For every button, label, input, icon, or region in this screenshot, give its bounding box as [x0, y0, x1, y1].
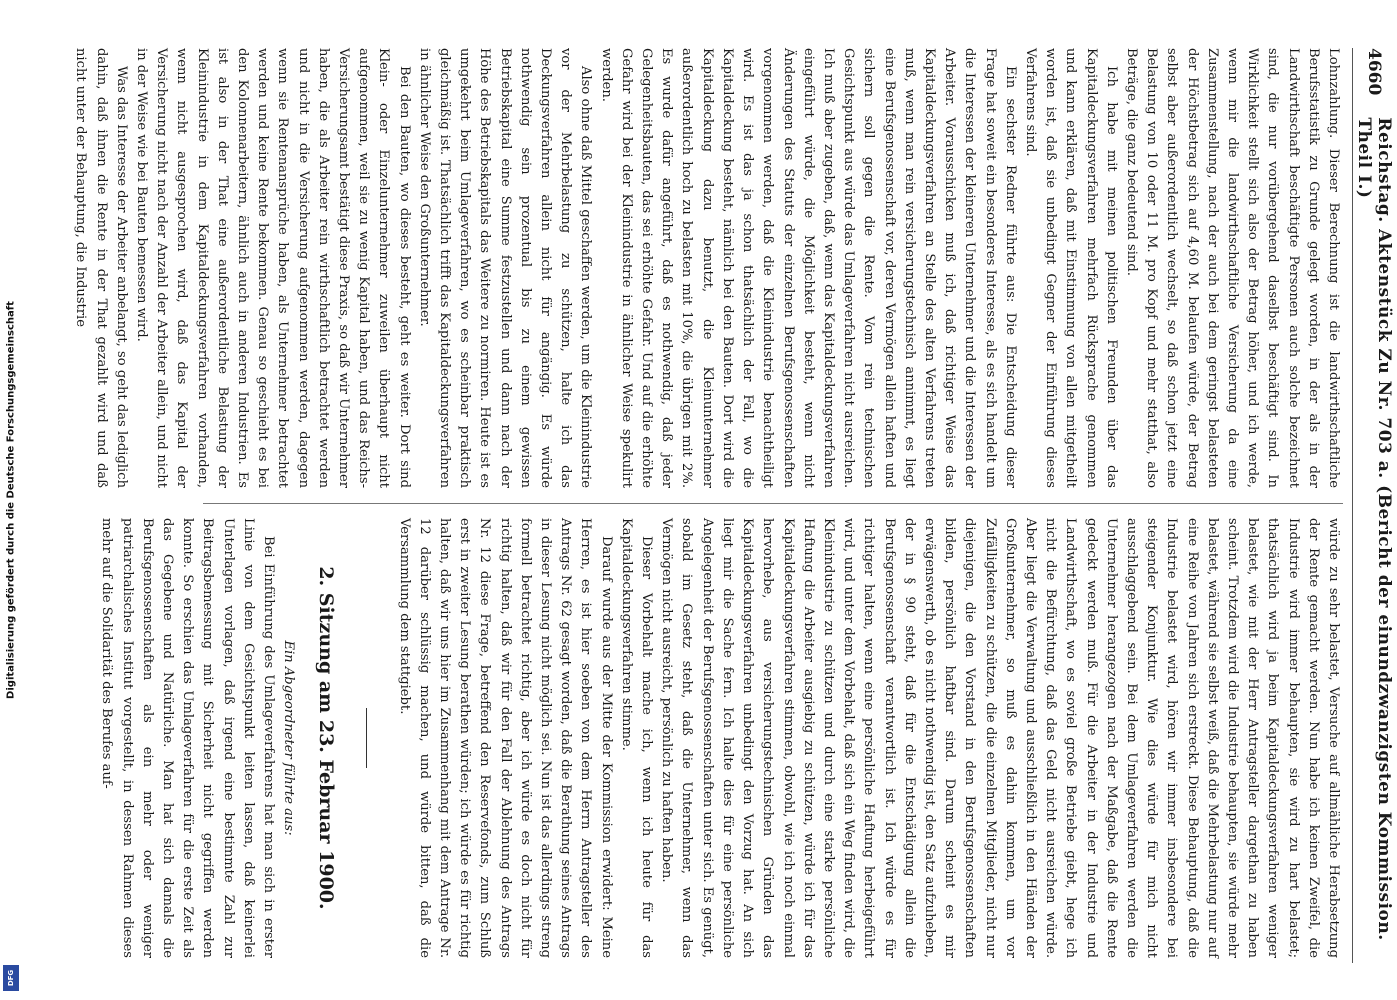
session-paragraph: Bei Einführung des Umlageverfahrens hat man sich in erster Linie von dem Gesichtspunkt leiten lassen, daß keinerlei Unterlagen vorlagen, daß irgend eine bestimmte Zahl zur Beitragsbemessung mit Sicherheit nicht gegriffen werden konnte. So erschien das Umlageverfahren für die erste Zeit als das Gegebene und Natürliche. Man hat sich damals die Berufsgenossenschaften als ein mehr oder weniger patriarchalisches Institut vorgestellt, in dessen Rahmen dieses mehr auf die Solidarität des Berufes auf- [99, 518, 277, 958]
digitization-credit-text: Digitalisierung gefördert durch die Deutsche Forschungsgemeinschaft [5, 301, 17, 699]
left-paragraph-6: Was das Interesse der Arbeiter anbelangt, so geht das lediglich dahin, daß ihnen die Rente in der That gezahlt wird und daß nicht unter der Behauptung, die Industrie [73, 48, 129, 488]
left-paragraph-4: Also ohne daß Mittel geschaffen werden, um die Kleinindustrie vor der Mehrbelastung zu schützen, halte ich das Deckungsverfahren allein nicht für angängig. Es würde nothwendig sein prozentual bis zu einem gewissen Betriebskapital eine Summe festzustellen und dann nach der Höhe des Betriebskapitals das Weitere zu normiren. Heute ist es umgekehrt beim Umlageverfahren, wo es scheinbar praktisch gleichmäßig ist. Thatsächlich trifft das Kapitaldeckungsverfahren in ähnlicher Weise den Großunternehmer. [416, 48, 594, 488]
right-paragraph-3: Darauf wurde aus der Mitte der Kommission erwidert: Meine Herren, es ist hier soeben von dem Herrn Antragsteller des Antrags Nr. 62 gesagt worden, daß die Berathung seines Antrags in dieser Lesung nicht möglich sei. Nun ist das allerdings streng formell betrachtet richtig, aber ich würde es doch nicht für richtig halten, daß wir für den Fall der Ablehnung des Antrags Nr. 12 diese Frage, betreffend den Reservefonds, zum Schluß erst in zweiter Lesung berathen würden; ich würde es für richtig halten, daß wir uns hier im Zusammenhang mit dem Antrage Nr. 12 darüber schlüssig machen, und würde bitten, daß die Versammlung dem stattgiebt. [396, 518, 614, 958]
section-rule [366, 708, 367, 768]
right-paragraph-2: Dieser Vorbehalt mache ich, wenn ich heute für das Kapitaldeckungsverfahren stimme. [618, 518, 655, 958]
left-paragraph-1: Lohnzahlung. Dieser Berechnung ist die landwirthschaftliche Berufsstatistik zu Grunde gelegt worden, in der als in der Landwirthschaft beschäftigte Personen auch solche bezeichnet sind, die nur vorübergehend daselbst beschäftigt sind. In Wirklichkeit stellt sich also der Betrag höher, und ich werde, wenn mir die landwirthschaftliche Versicherung da eine Zusammenstellung, nach der auch bei dem geringst belasteten der Höchstbetrag sich auf 4,60 M. belaufen würde, der Betrag selbst aber außerordentlich wechselt, so daß schon jetzt eine Belastung von 10 oder 11 M. pro Kopf und mehr statthat, also Beträge, die ganz bedeutend sind. [1123, 48, 1341, 488]
rotated-page-content [73, 48, 1395, 963]
scanned-page [73, 48, 1395, 963]
page-number: 4660 [1364, 48, 1384, 96]
left-paragraph-3: Ein sechster Redner führte aus: Die Entscheidung dieser Frage hat soweit ein besonderes Interesse, als es sich handelt um die Interessen der kleineren Unternehmer und die Interessen der Arbeiter. Vorausschicken muß ich, daß richtiger Weise das Kapitaldeckungsverfahren an Stelle des alten Verfahrens treten muß, wenn man rein versicherungstechnisch annimmt, es liegt eine Berufsgenossenschaft vor, deren Vermögen allein haften und sichern soll gegen die Rente. Vom rein technischen Gesichtspunkt aus würde das Umlageverfahren nicht ausreichen. Ich muß aber zugeben, daß, wenn das Kapitaldeckungsverfahren eingeführt würde, die Möglichkeit besteht, wenn nicht Änderungen des Statuts der einzelnen Berufsgenossenschaften vorgenommen werden, daß die Kleinindustrie benachtheiligt wird. Es ist das ja schon thatsächlich der Fall, wo die Kapitaldeckung besteht, nämlich bei den Bauten. Dort wird die Kapitaldeckung dazu benutzt, die Kleinunternehmer außerordentlich hoch zu belasten mit 10%, die übrigen mit 2%. Es wurde dafür angeführt, daß es nothwendig, daß jeder Gelegenheitsbauten, das sei erhöhte Gefahr. Und auf die erhöhte Gefahr wird bei der Kleinindustrie in ähnlicher Weise spekulirt werden. [598, 48, 1018, 488]
left-paragraph-2: Ich habe mit meinen politischen Freunden über das Kapitaldeckungsverfahren mehrfach Rücksprache genommen und kann erklären, daß mit Einstimmung von allen mitgetheilt worden ist, daß sie unbedingt Gegner der Einführung dieses Verfahrens sind. [1022, 48, 1119, 488]
digitization-credit-sidebar [0, 0, 22, 1000]
right-column [99, 518, 1343, 958]
speaker-line: Ein Abgeordneter führte aus: [281, 640, 297, 836]
session-heading: 2. Sitzung am 23. Februar 1900. [315, 566, 338, 910]
left-paragraph-5: Bei den Bauten, wo dieses besteht, geht es weiter. Dort sind Klein- oder Einzelunternehmer zuweilen überhaupt nicht aufgenommen, weil sie zu wenig Kapital haben, und das Reichs-Versicherungsamt bestätigt diese Praxis, so daß wir Unternehmer haben, die als Arbeiter rein wirthschaftlich betrachtet werden und nicht in die Versicherung aufgenommen werden, dagegen wenn sie Rentenansprüche haben, als Unternehmer betrachtet werden und keine Rente bekommen. Genau so geschieht es bei den Kolonnenarbeitern, ähnlich auch in anderen Industrien. Es ist also in der That eine außerordentliche Belastung der Kleinindustrie in dem Kapitaldeckungsverfahren vorhanden, wenn nicht ausgesprochen wird, daß das Kapital der Versicherung nicht nach der Anzahl der Arbeiter allein, und nicht in der Weise wie bei Bauten bemessen wird. [134, 48, 412, 488]
left-column [73, 48, 1343, 488]
column-divider [203, 503, 1343, 504]
page-header [1352, 48, 1395, 963]
dfg-logo [3, 965, 19, 991]
right-paragraph-1: würde zu sehr belastet, Versuche auf allmähliche Herabsetzung der Rente gemacht werden. Nun habe ich keinen Zweifel, die Industrie wird immer behaupten, sie wird zu hart belastet; thatsächlich wird ja beim Kapitaldeckungsverfahren weniger belastet, wie mit der Herr Antragsteller dargethan zu haben scheint. Trotzdem wird die Industrie behaupten, sie würde mehr belastet, während sie selbst weiß, daß die Mehrbelastung nur auf eine Reihe von Jahren sich erstreckt. Diese Behauptung, daß die Industrie belastet wird, hören wir immer insbesondere bei steigender Konjunktur. Wie dies würde für mich nicht ausschlaggebend sein. Bei dem Umlageverfahren werden die Unternehmer herangezogen nach der Maßgabe, daß die Rente gedeckt werden muß. Für die Arbeiter in der Industrie und Landwirthschaft, wo es soviel große Betriebe giebt, hege ich nicht die Befürchtung, daß das Geld nicht ausreichen würde. Aber liegt die Verwaltung und ausschließlich in den Händen der Großunternehmer, so muß es dahin kommen, um vor Zufälligkeiten zu schützen, die die einzelnen Mitglieder, nicht nur diejenigen, die den Vorstand in den Berufsgenossenschaften bilden, persönlich haftbar sind. Darum scheint es mir erwägenswerth, ob es nicht nothwendig ist, den Satz aufzuheben, der in § 90 steht, daß für die Entschädigung allein die Berufsgenossenschaft verantwortlich ist. Ich würde es für richtiger halten, wenn eine persönliche Haftung herbeigeführt wird, und unter dem Vorbehalt, daß sich ein Weg finden wird, die Kleinindustrie zu schützen und durch eine starke persönliche Haftung die Arbeiter ausgiebig zu schützen, würde ich für das Kapitaldeckungsverfahren stimmen, obwohl, wie ich noch einmal hervorhebe, aus versicherungstechnischen Gründen das Kapitaldeckungsverfahren unbedingt den Vorzug hat. An sich liegt mir die Sache fern. Ich halte dies für eine persönliche Angelegenheit der Berufsgenossenschaften unter sich. Es genügt, sobald im Gesetz steht, daß die Unternehmer, wenn das Vermögen nicht ausreicht, persönlich zu haften haben. [659, 518, 1341, 958]
running-head: Reichstag. Aktenstück Zu Nr. 703 a. (Bericht der einundzwanzigsten Kommission. Theil I.) [1354, 117, 1394, 941]
dfg-logo-text: DFG [7, 969, 15, 987]
